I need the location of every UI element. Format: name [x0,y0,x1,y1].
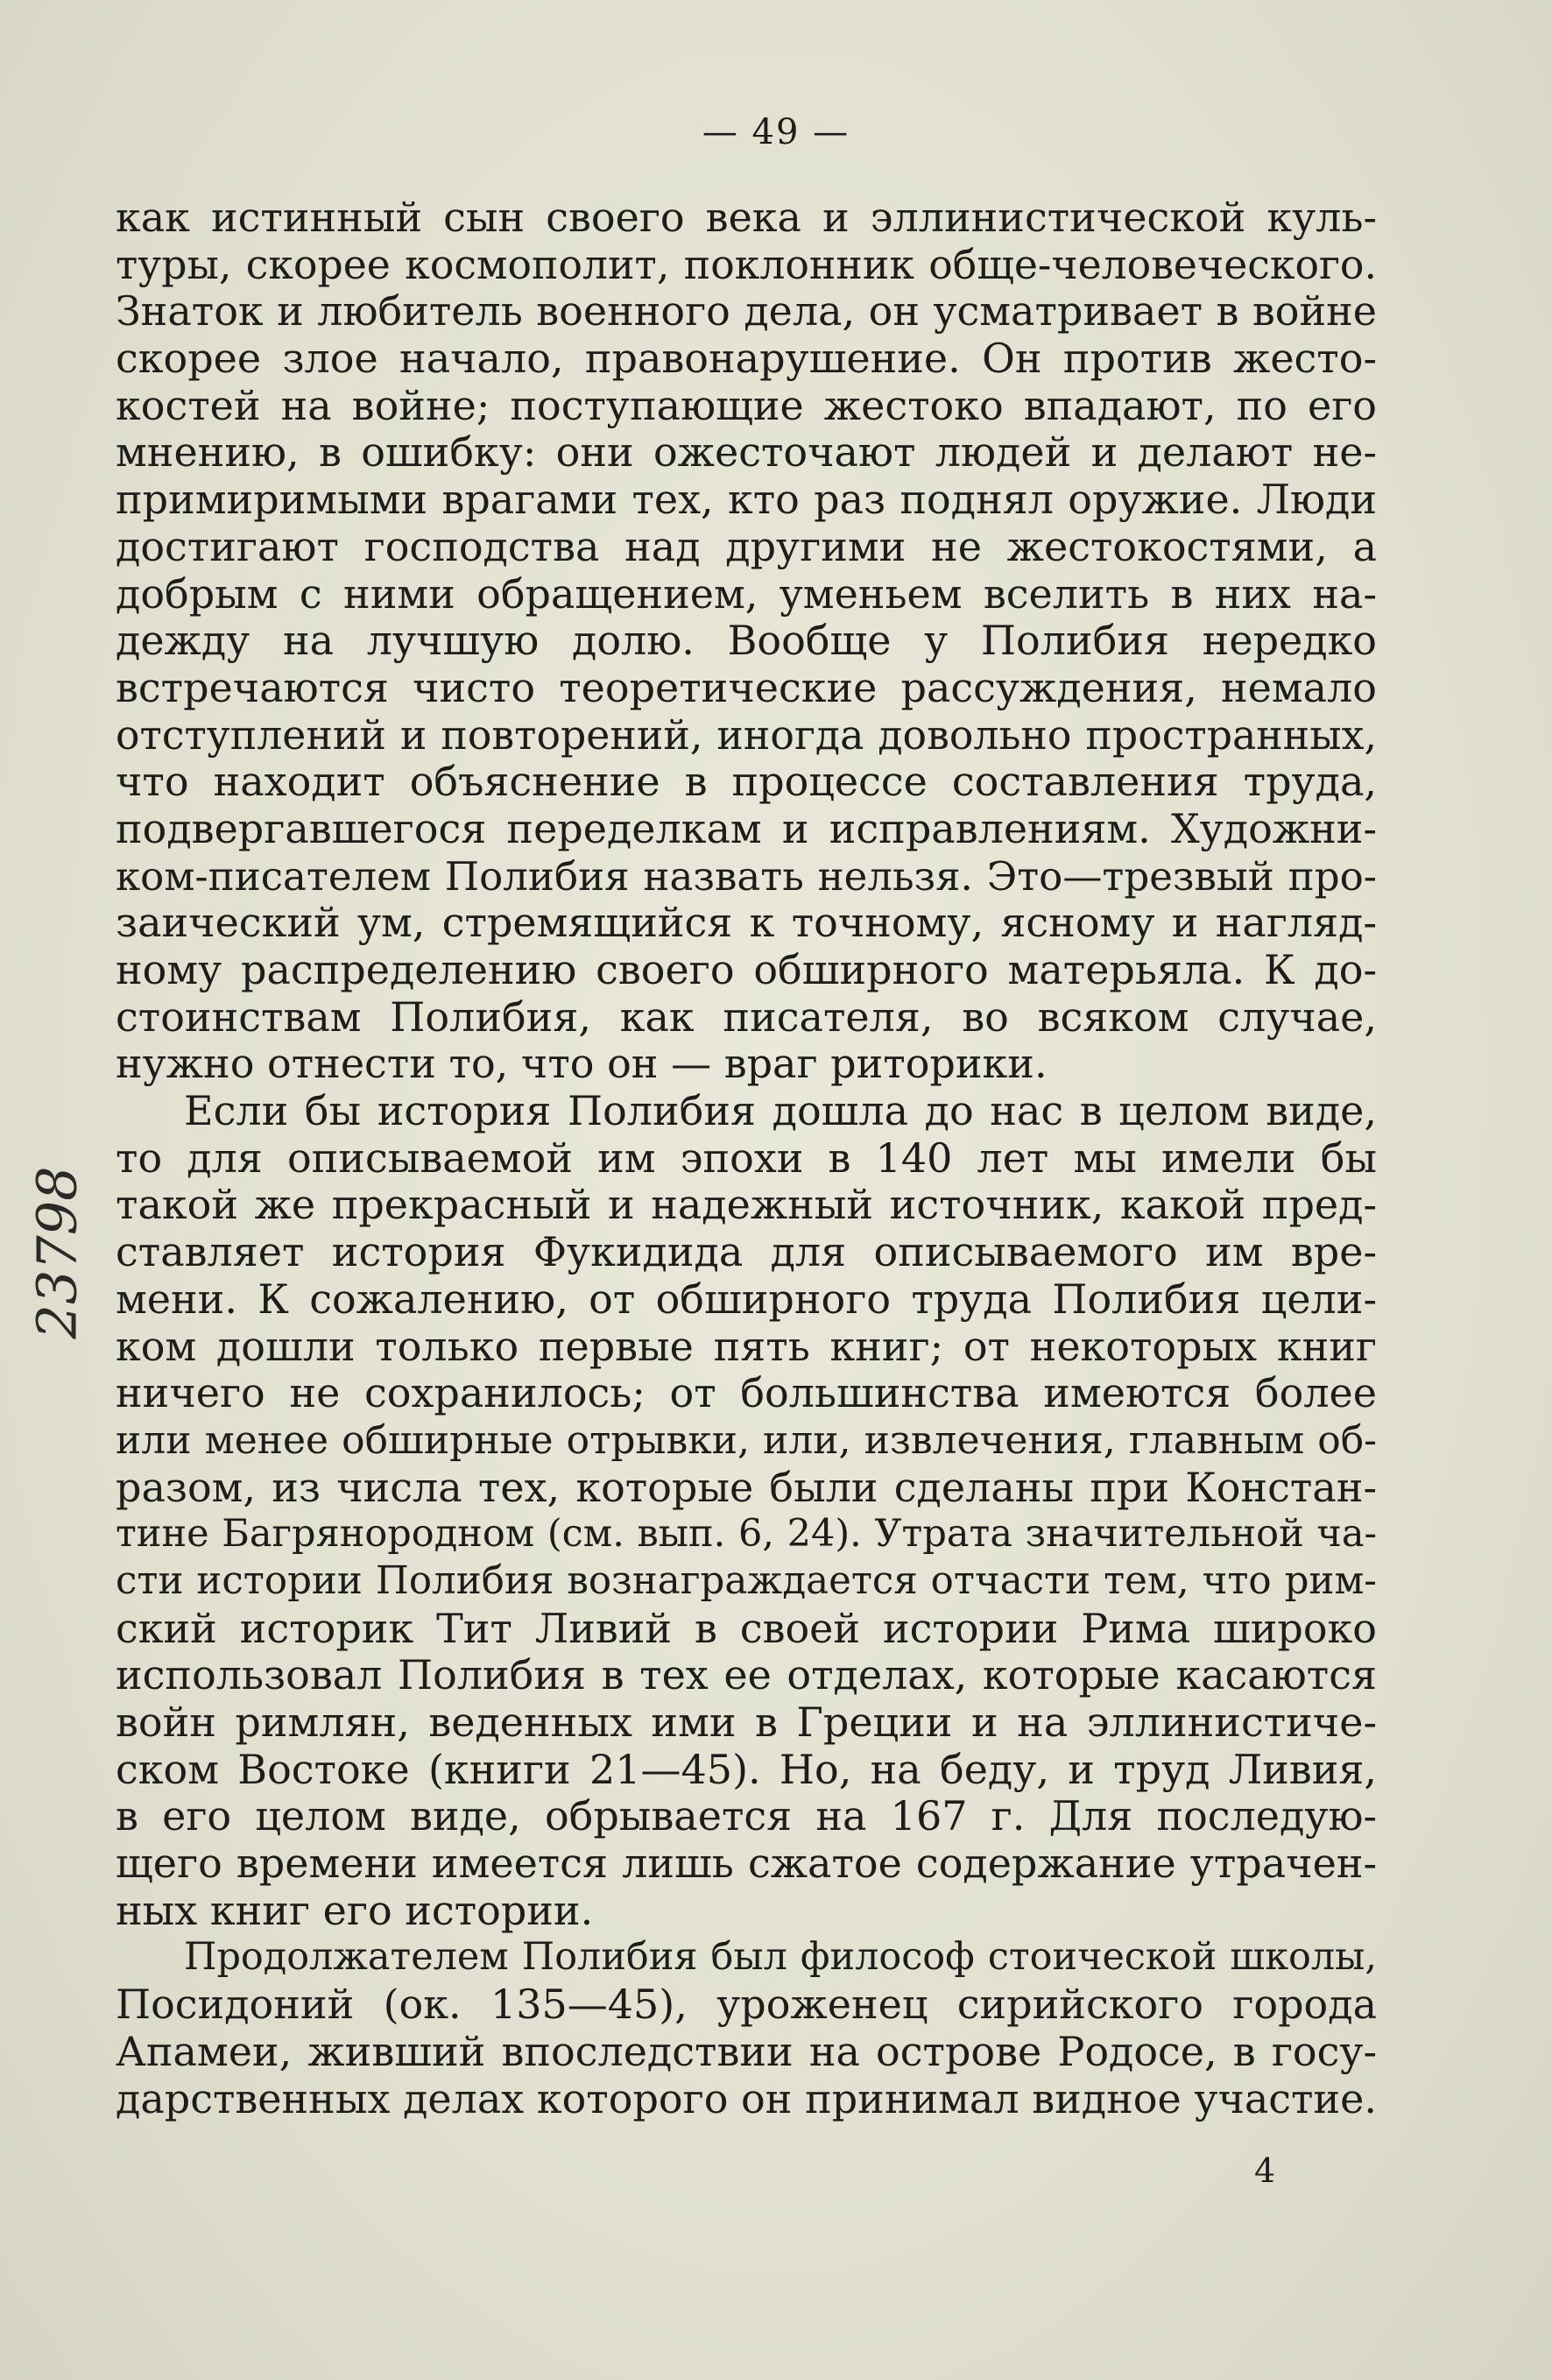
text-line: то для описываемой им эпохи в 140 лет мы имели бы [116,1134,1377,1182]
text-line: ский историк Тит Ливий в своей истории Рима широко [116,1604,1377,1652]
text-line: сти истории Полибия вознаграждается отчасти тем, что рим- [116,1558,1377,1603]
text-line: ному распределению своего обширного матерьяла. К до- [116,946,1377,993]
text-line: подвергавшегося переделкам и исправлениям. Художни- [116,804,1377,852]
text-line: встречаются чисто теоретические рассуждения, немало [116,663,1377,711]
page-number-header: — 49 — [702,112,850,152]
text-line: ком-писателем Полибия назвать нельзя. Это—трезвый про- [116,852,1377,900]
text-line: туры, скорее космополит, поклонник обще-человеческого. [116,241,1377,288]
text-line: отступлений и повторений, иногда довольно пространных, [116,711,1377,759]
text-line: ничего не сохранилось; от большинства имеются более [116,1369,1377,1417]
text-line: скорее злое начало, правонарушение. Он против жесто- [116,335,1377,383]
text-line: использовал Полибия в тех ее отделах, которые касаются [116,1651,1377,1699]
text-line: тине Багрянородном (см. вып. 6, 24). Утрата значительной ча- [116,1512,1377,1557]
text-line: костей на войне; поступающие жестоко впадают, по его [116,381,1377,429]
text-line: ставляет история Фукидида для описываемого им вре- [116,1228,1377,1276]
text-line: достигают господства над другими не жестокостями, а [116,522,1377,570]
signature-mark: 4 [1254,2151,1276,2190]
text-line: нужно отнести то, что он — враг риторики. [116,1040,1048,1088]
text-line: или менее обширные отрывки, или, извлечения, главным об- [116,1417,1377,1463]
text-line: добрым с ними обращением, уменьем вселить в них на- [116,569,1377,618]
text-line: дежду на лучшую долю. Вообще у Полибия нередко [116,617,1377,665]
text-line: как истинный сын своего века и эллинистической куль- [116,194,1377,241]
text-line: войн римлян, веденных ими в Греции и на эллинистиче- [116,1698,1377,1746]
text-line: ком дошли только первые пять книг; от некоторых книг [116,1322,1377,1370]
margin-stamp [26,1156,88,1349]
text-line: щего времени имеется лишь сжатое содержание утрачен- [116,1840,1377,1888]
text-line: разом, из числа тех, которые были сделаны при Констан- [116,1463,1377,1511]
text-line: ском Востоке (книги 21—45). Но, на беду, и труд Ливия, [116,1745,1377,1793]
text-line: в его целом виде, обрывается на 167 г. Для последую- [116,1792,1377,1840]
text-line: мени. К сожалению, от обширного труда Полибия цели- [116,1275,1377,1323]
text-line: дарственных делах которого он принимал видное участие. [116,2074,1377,2122]
text-line: стоинствам Полибия, как писателя, во всяком случае, [116,992,1377,1041]
margin-stamp-number: 23798 [25,1166,89,1339]
text-line: Посидоний (ок. 135—45), уроженец сирийского города [116,1981,1377,2029]
text-line: такой же прекрасный и надежный источник, какой пред- [116,1181,1377,1229]
text-line: мнению, в ошибку: они ожесточают людей и делают не- [116,428,1377,477]
text-line: Апамеи, живший впоследствии на острове Родосе, в госу- [116,2027,1377,2075]
text-line: ных книг его истории. [116,1886,594,1934]
text-line: что находит объяснение в процессе составления труда, [116,758,1377,806]
paragraph-first-line: Если бы история Полибия дошла до нас в целом виде, [184,1087,1377,1135]
text-line: Знаток и любитель военного дела, он усматривает в войне [116,287,1377,335]
body-text [116,194,1377,2122]
text-line: примиримыми врагами тех, кто раз поднял оружие. Люди [116,476,1377,524]
text-line: заический ум, стремящийся к точному, ясному и нагляд- [116,899,1377,947]
paragraph-first-line: Продолжателем Полибия был философ стоической школы, [184,1935,1377,1980]
